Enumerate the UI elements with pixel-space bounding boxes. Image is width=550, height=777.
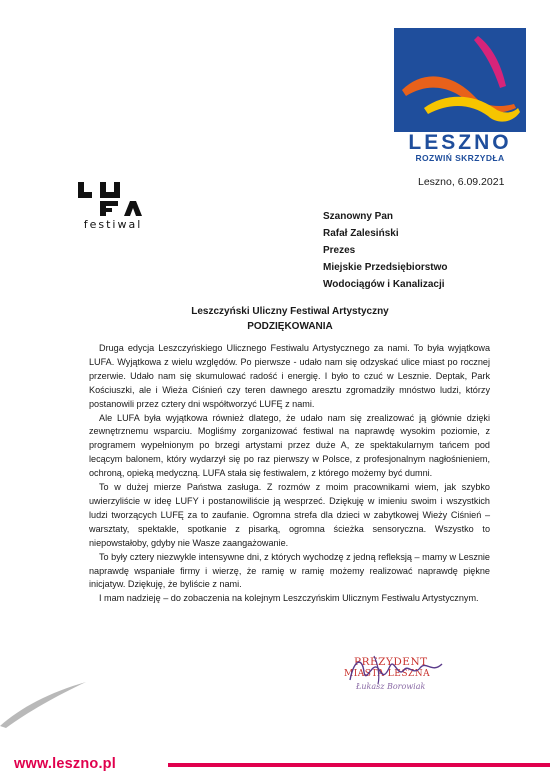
leszno-logo-panel	[394, 28, 526, 132]
recipient-salutation: Szanowny Pan	[323, 211, 394, 222]
letter-title	[100, 304, 480, 334]
lufa-wordmark: festiwal	[83, 218, 143, 231]
leszno-brand-text: LESZNO	[408, 131, 512, 154]
stamp-title: PREZYDENT	[354, 656, 428, 668]
recipient-organization-line1: Miejskie Przedsiębiorstwo	[323, 262, 448, 273]
wings-icon	[394, 28, 526, 132]
body-paragraph: I mam nadzieję – do zobaczenia na kolejnym Leszczyńskim Ulicznym Festiwalu Artystycznym.	[99, 593, 479, 604]
letter-date: Leszno, 6.09.2021	[418, 176, 505, 188]
footer-accent-bar	[168, 763, 550, 767]
body-paragraph: Ale LUFA była wyjątkowa również dlatego, że udało nam się zrealizować ją głównie dzięki zewnętrznemu wsparciu. Mogliśmy zorganizować festiwal na naprawdę wysokim poziomie, z programem wypełnionym po brzegi artystami przez duże A, ze spektakularnym tańcem pod lecącym balonem, który wydarzył się po raz pierwszy w Polsce, z profesjonalnym nagłośnieniem, ochroną, opieką medyczną. LUFA stała się festiwalem, z którego możemy być dumni.	[89, 412, 490, 479]
lufa-mark-icon	[76, 180, 150, 218]
stamp-office: MIASTA LESZNA	[344, 669, 431, 679]
body-paragraph: To w dużej mierze Państwa zasługa. Z rozmów z moim pracownikami wiem, jak szybko uwierzyliście w ideę LUFY i postanowiliście ją wesprzeć. Dziękuję w imieniu swoim i wszystkich ludzi tworzących LUFĘ za to zaufanie. Ogromna strefa dla dzieci w zabytkowej Wieży Ciśnień – warsztaty, spektakle, spotkanie z pisarką, ogromna ścieżka sensoryczna. Wszystko to niepowstałoby, gdyby nie Wasze zaangażowanie.	[89, 482, 490, 548]
recipient-position: Prezes	[323, 245, 356, 256]
letter-heading: PODZIĘKOWANIA	[247, 321, 333, 332]
leszno-slogan: ROZWIŃ SKRZYDŁA	[415, 153, 505, 163]
recipient-name: Rafał Zalesiński	[323, 228, 399, 239]
footer-swoosh-icon	[0, 678, 90, 728]
recipient-address	[323, 208, 448, 293]
festival-name: Leszczyński Uliczny Festiwal Artystyczny	[191, 306, 389, 317]
body-paragraph: Druga edycja Leszczyńskiego Ulicznego Festiwalu Artystycznego za nami. To była wyjątkowa LUFA. Wyjątkowa z wielu względów. Po pierwsze - udało nam się odzyskać ulice miast po rocznej przerwie. Udało nam się skumulować radość i energię. I było to czuć w Lesznie. Deptak, Park Kościuszki, ale i Wieża Ciśnień czy teren dawnego aresztu zgromadziły mnóstwo ludzi, którzy postanowili przez cztery dni współtworzyć LUFĘ z nami.	[89, 343, 490, 409]
footer-website: www.leszno.pl	[14, 756, 116, 772]
recipient-organization-line2: Wodociągów i Kanalizacji	[323, 279, 445, 290]
leszno-logo	[394, 28, 526, 162]
stamp-name: Łukasz Borowiak	[356, 682, 426, 691]
body-paragraph: To były cztery niezwykle intensywne dni, z których wychodzę z jedną refleksją – mamy w Lesznie naprawdę wspaniałe firmy i wierzę, że ramię w ramię możemy realizować naprawdę piękne inicjatyw. Dziękuję, że byliście z nami.	[89, 551, 490, 590]
lufa-festival-logo	[76, 180, 150, 236]
letter-body	[89, 342, 490, 606]
handwritten-signature	[344, 650, 454, 688]
